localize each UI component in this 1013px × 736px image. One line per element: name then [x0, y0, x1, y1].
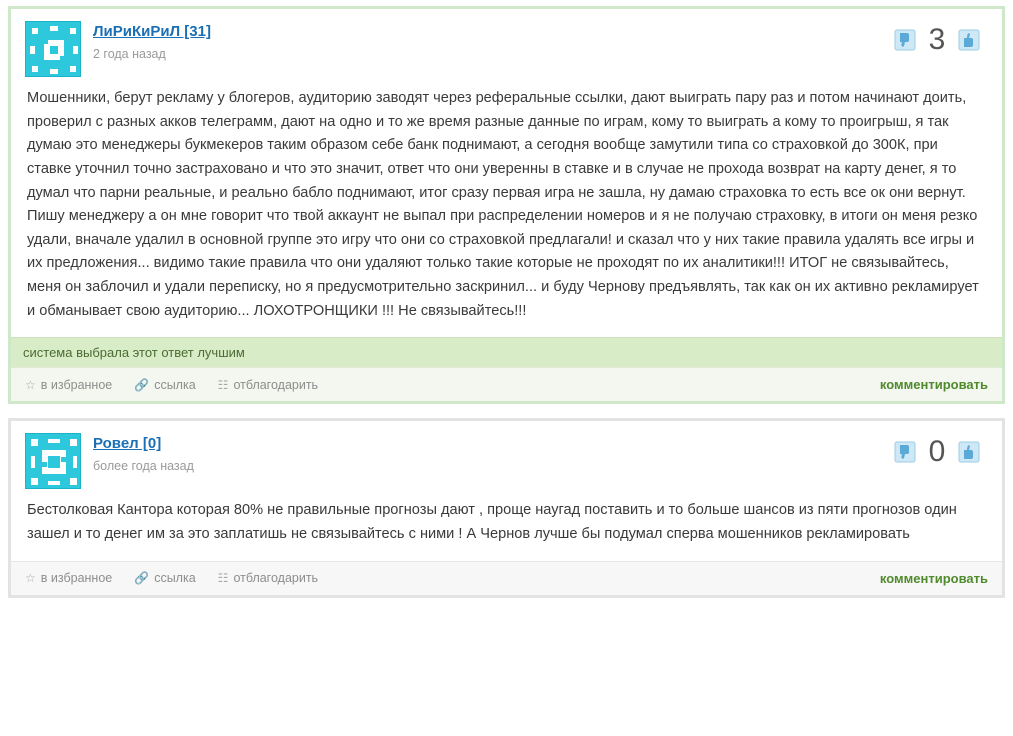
- permalink-button[interactable]: [134, 571, 195, 585]
- avatar[interactable]: [25, 21, 81, 77]
- avatar[interactable]: [25, 433, 81, 489]
- star-icon: ☆: [25, 571, 36, 586]
- vote-count: 0: [928, 435, 946, 469]
- add-to-favorites-label: в избранное: [40, 571, 113, 586]
- comment-button[interactable]: комментировать: [879, 377, 988, 393]
- answer-card: [8, 418, 1005, 597]
- thank-button[interactable]: [218, 571, 318, 585]
- answer-card-best: [8, 6, 1005, 404]
- add-to-favorites-label: в избранное: [40, 377, 113, 392]
- thank-label: отблагодарить: [233, 377, 319, 392]
- author-block: [93, 21, 892, 61]
- author-name-link[interactable]: ЛиРиКиРиЛ [31]: [93, 23, 211, 40]
- answer-text: Бестолковая Кантора которая 80% не правильные прогнозы дают , проще наугад поставить и то больше шансов из пяти прогнозов один зашел и то денег им за это заплатишь не связывайтесь с ними ! А Чернов лучше бы подумал сперва мошенников рекламировать: [27, 502, 957, 543]
- thumb-down-icon[interactable]: [892, 28, 918, 52]
- author-block: [93, 433, 892, 473]
- permalink-label: ссылка: [154, 571, 196, 586]
- author-name-link[interactable]: Ровел [0]: [93, 435, 162, 453]
- link-icon: 🔗: [134, 571, 150, 586]
- thank-label: отблагодарить: [233, 571, 319, 586]
- answer-inner: [11, 421, 1002, 594]
- star-icon: ☆: [25, 377, 36, 392]
- add-to-favorites-button[interactable]: [25, 378, 112, 392]
- answer-text: Мошенники, берут рекламу у блогеров, аудиторию заводят через реферальные ссылки, дают выиграть пару раз и потом начинают доить, проверил с разных акков телеграмм, дают на одно и то же время разные данные по играм, кому то выиграть а кому то проигрыш, я так думаю это менеджеры букмекеров таким образом себе банк поднимают, а сегодня вообще замутили типа со страховкой до 300К, при ставке уточнил точно застраховано и что это значит, ответ что они уверенны в ставке и в случае не прохода возврат на карту денег, я то думал что парни реальные, и реально бабло поднимают, итог сразу первая игра не зашла, ну дамаю страховка то есть все ок они вернут. Пишу менеджеру а он мне говорит что твой аккаунт не выпал при распределении номеров и я не получаю страховку, в итоги он меня резко удали, вначале удалил в основной группе это игру что они со страховкой предлагали! и сказал что у них такие правила удалять все игры и их предложения... видимо такие правила что они удаляют только такие которые не проходят по их аналитики!!! ИТОГ не связывайтесь, меня он заблочил и удали переписку, но я предусмотрительно заскринил... и буду Чернову предъявлять, так как он их активно рекламирует и обманывает свою аудиторию... ЛОХОТРОНЩИКИ !!! Не связывайтесь!!!: [27, 90, 979, 319]
- answer-inner: [11, 9, 1002, 401]
- answer-footer: [11, 561, 1002, 595]
- answer-header: [11, 9, 1002, 79]
- thank-button[interactable]: [218, 378, 318, 392]
- gift-icon: ☷: [217, 571, 229, 586]
- thumb-down-icon[interactable]: [892, 440, 918, 464]
- vote-count: 3: [928, 23, 946, 56]
- avatar-pattern-icon: [26, 434, 81, 489]
- add-to-favorites-button[interactable]: [25, 571, 112, 585]
- thumb-up-icon[interactable]: [956, 28, 982, 52]
- permalink-label: ссылка: [154, 377, 196, 392]
- best-answer-banner: система выбрала этот ответ лучшим: [11, 337, 1002, 367]
- avatar-pattern-icon: [26, 22, 81, 77]
- answer-timestamp: более года назад: [93, 459, 194, 474]
- link-icon: 🔗: [134, 377, 150, 392]
- gift-icon: ☷: [217, 377, 229, 392]
- vote-controls: [892, 21, 988, 55]
- thumb-up-icon[interactable]: [956, 440, 982, 464]
- comment-button[interactable]: комментировать: [879, 570, 988, 586]
- answer-header: [11, 421, 1002, 491]
- answer-timestamp: 2 года назад: [93, 47, 166, 61]
- answer-footer: [11, 367, 1002, 401]
- permalink-button[interactable]: [134, 378, 195, 392]
- vote-controls: [892, 433, 988, 467]
